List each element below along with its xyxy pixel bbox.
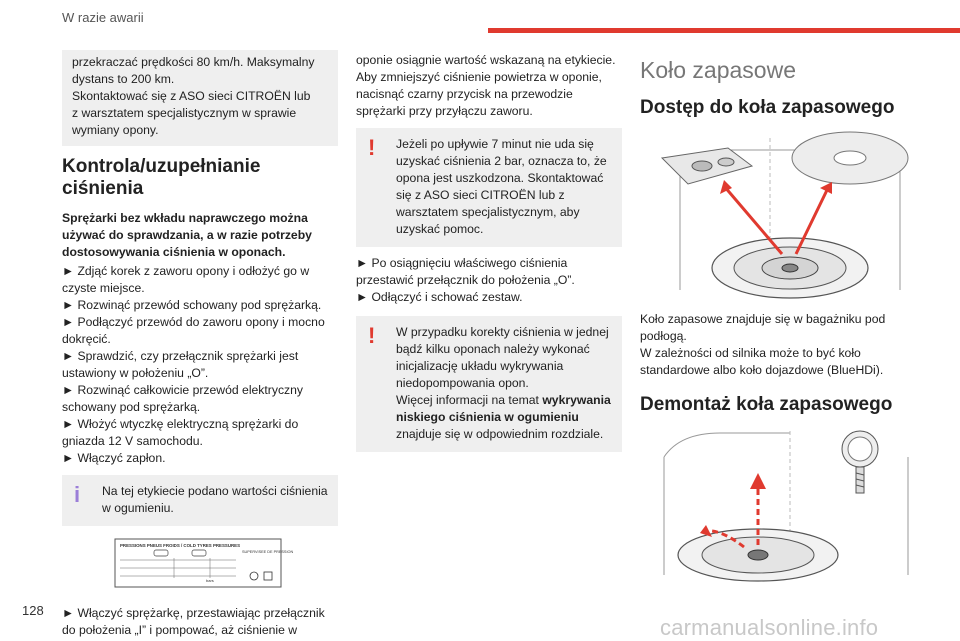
info-icon: i (74, 482, 81, 507)
continued-note-text: przekraczać prędkości 80 km/h. Maksymalny dystans to 200 km. Skontaktować się z ASO sieci CITROËN lub z warsztatem specjalistycznym w sprawie wymiany opony. (72, 55, 315, 137)
section-title: W razie awarii (62, 10, 144, 25)
removal-heading: Demontaż koła zapasowego (640, 394, 893, 415)
continued-note (62, 50, 338, 146)
spare-wheel-title: Koło zapasowe (640, 57, 796, 83)
spare-wheel-removal-illustration (640, 427, 910, 582)
watermark: carmanualsonline.info (660, 615, 879, 640)
warning-note-2-text (366, 324, 612, 443)
warning-note-2 (356, 316, 622, 452)
inflate-step: ► Włączyć sprężarkę, przestawiając przełącznik do położenia „I” i pompować, aż ciśnienie w (62, 606, 325, 637)
info-note-text: Na tej etykiecie podano wartości ciśnienia w ogumieniu. (102, 484, 328, 515)
warning-icon: ! (368, 135, 376, 160)
tyre-pressure-label-illustration (114, 538, 338, 593)
header-accent-bar (488, 28, 960, 33)
warning-note-2-end: znajduje się w odpowiednim rozdziale. (396, 427, 604, 441)
info-note (62, 475, 338, 526)
warning-note-1 (356, 128, 622, 247)
page-number: 128 (22, 603, 44, 618)
label-title: PRESSIONS PNEUS FROIDS / COLD TYRES PRESSURES (120, 543, 241, 548)
compressor-intro: Sprężarki bez wkładu naprawczego można używać do sprawdzania, a w razie potrzeby dostosowywania ciśnienia w oponach. (62, 211, 312, 259)
column-right (640, 50, 910, 582)
label-right-text: SUPERVISEE DE PRESSION (242, 550, 294, 554)
pressure-steps: ► Zdjąć korek z zaworu opony i odłożyć go w czyste miejsce. ► Rozwinąć przewód schowany pod sprężarką. ► Podłączyć przewód do zaworu opony i mocno dokręcić. ► Sprawdzić, czy przełącznik sprężarki jest ustawiony w położeniu „O”. ► Rozwinąć całkowicie przewód elektryczny schowany pod sprężarką. ► Włożyć wtyczkę elektryczną sprężarki do gniazda 12 V samochodu. ► Włączyć zapłon. (62, 264, 325, 465)
warning-note-2-part: W przypadku korekty ciśnienia w jednej bądź kilku oponach należy wykonać inicjalizację układu wykrywania niedopompowania opon. Więcej informacji na temat (396, 325, 609, 407)
warning-note-2-bold: wykrywania niskiego ciśnienia w ogumieniu (396, 393, 611, 424)
section-heading-pressure: Kontrola/uzupełnianie ciśnienia (62, 156, 261, 199)
warning-icon: ! (368, 323, 376, 348)
column-middle (356, 50, 622, 460)
label-unit: bars (206, 578, 214, 583)
inflate-continued: oponie osiągnie wartość wskazaną na etykiecie. Aby zmniejszyć ciśnienie powietrza w oponie, nacisnąć czarny przycisk na przewodzie sprężarki przy przyłączu zaworu. (356, 53, 616, 118)
column-left (62, 50, 338, 639)
final-steps: ► Po osiągnięciu właściwego ciśnienia przestawić przełącznik do położenia „O”. ► Odłączyć i schować zestaw. (356, 256, 575, 304)
spare-wheel-description: Koło zapasowe znajduje się w bagażniku pod podłogą. W zależności od silnika może to być koło standardowe albo koło dojazdowe (BlueHDi). (640, 312, 886, 377)
warning-note-1-text: Jeżeli po upływie 7 minut nie uda się uzyskać ciśnienia 2 bar, oznacza to, że opona jest uszkodzona. Skontaktować się z ASO sieci CITROËN lub z warsztatem specjalistycznym, aby uzyskać pomoc. (396, 137, 607, 236)
access-heading: Dostęp do koła zapasowego (640, 97, 895, 118)
spare-wheel-access-illustration (640, 130, 910, 303)
